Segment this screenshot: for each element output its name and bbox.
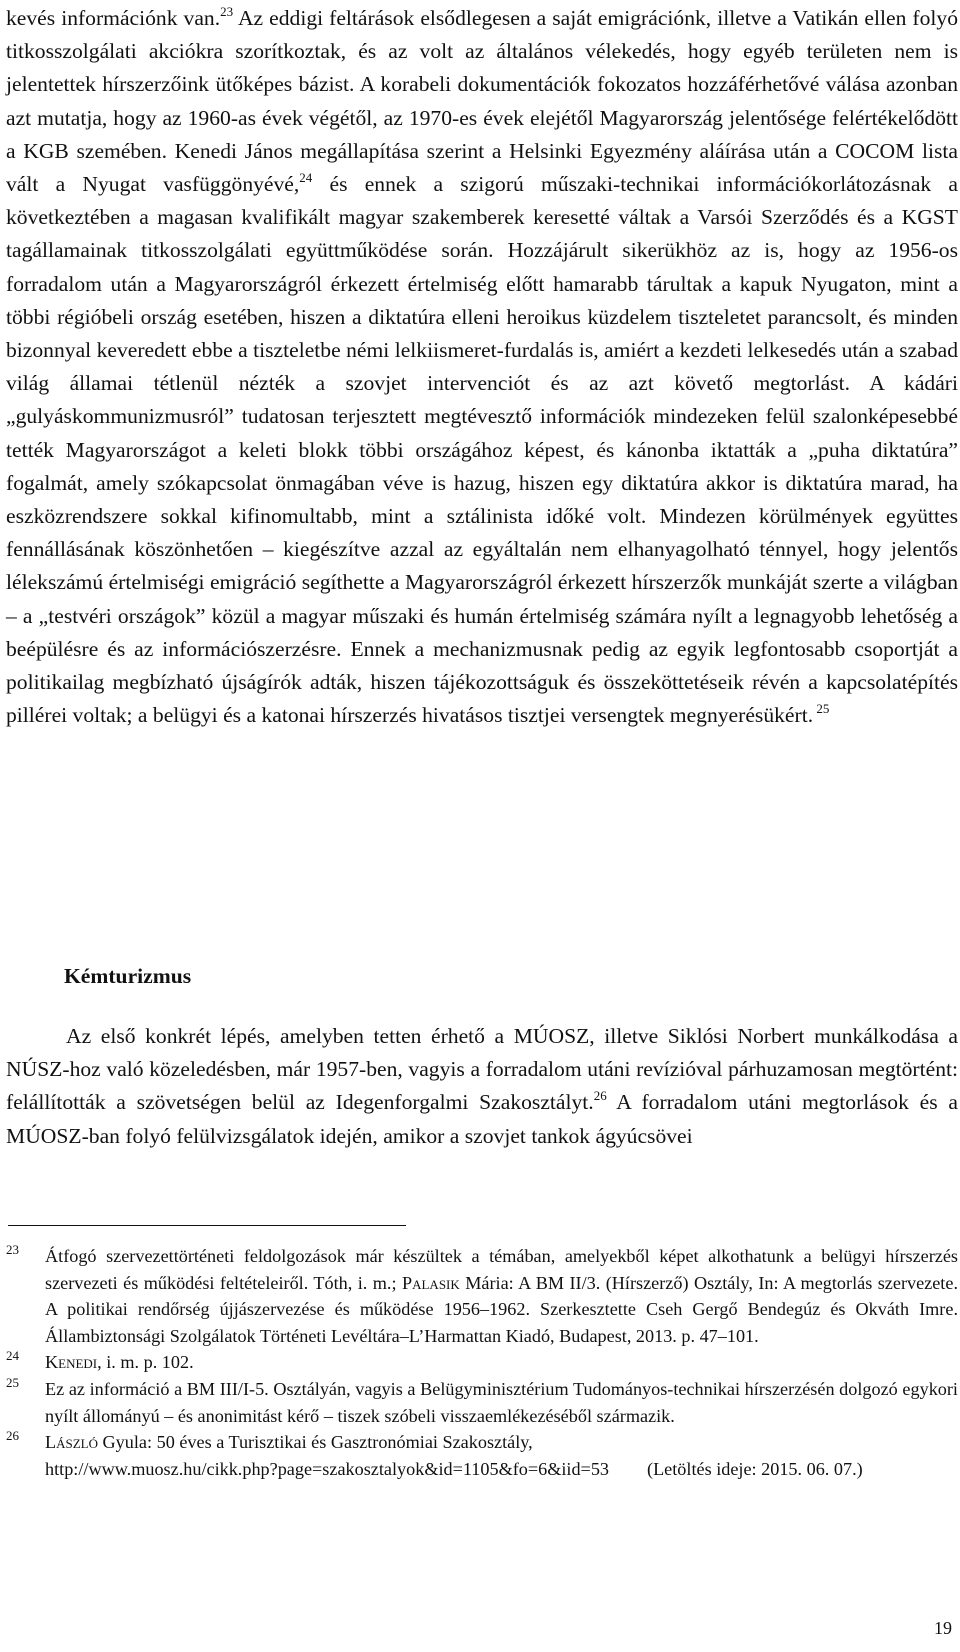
text-run: kevés információnk van. [6,6,221,30]
section-heading: Kémturizmus [64,964,192,988]
source-url[interactable]: http://www.muosz.hu/cikk.php?page=szakosztalyok&id=1105&fo=6&iid=53 [45,1458,610,1479]
access-date: (Letöltés ideje: 2015. 06. 07.) [647,1458,863,1479]
footnote-number: 26 [6,1428,19,1444]
author-name: Kenedi [45,1352,98,1373]
paragraph-2 [6,1020,958,1153]
footnote-number: 25 [6,1374,19,1390]
footnote-ref-24[interactable]: 24 [299,170,313,186]
footnote-text: Mária: A BM II/3. (Hírszerző) Osztály, In: A megtorlás szervezete. A politikai rendőrség újjászervezése és működése 1956–1962. Szerkesztette Cseh Gergő Bendegúz és Okváth Imre. Állambiztonsági Szolgálatok Történeti Levéltára–L’Harmattan Kiadó, Budapest, 2013. p. 47–101. [45,1272,958,1346]
footnote-ref-25[interactable]: 25 [813,701,830,717]
footnote-23 [6,1243,958,1349]
footnote-text: Gyula: 50 éves a Turisztikai és Gasztronómiai Szakosztály, [98,1432,533,1453]
text-run: Az első konkrét lépés, amelyben tetten érhető a MÚOSZ, illetve Siklósi Norbert munkálkodása a NÚSZ-hoz való közeledésben, már 1957-ben, vagyis a forradalom utáni revízióval párhuzamosan megtörtént: felállították a szövetségen belül az Idegenforgalmi Szakosztályt. [6,1024,958,1115]
footnote-separator [8,1225,406,1226]
footnote-ref-26[interactable]: 26 [593,1088,607,1104]
footnote-24 [6,1349,958,1376]
body-paragraph [6,2,958,732]
footnote-number: 23 [6,1242,19,1257]
paragraph-1 [6,2,958,732]
footnotes [6,1243,958,1482]
text-run: és ennek a szigorú műszaki-technikai információkorlátozásnak a következtében a magasan kvalifikált magyar szakemberek keresetté váltak a Varsói Szerződés és a KGST tagállamainak titkosszolgálati együttműködése során. Hozzájárult sikerükhöz az is, hogy az 1956-os forradalom után a Magyarországról érkezett értelmiség előtt hamarabb tárultak a kapuk Nyugaton, mint a többi régióbeli ország esetében, hiszen a diktatúra elleni heroikus küzdelem tiszteletet parancsolt, és minden bizonnyal keveredett ebbe a tiszteletbe némi lelkiismeret-furdalás is, amiért a kezdeti lelkesedés után a szabad világ államai tétlenül nézték a szovjet intervenciót és az azt követő megtorlást. A kádári „gulyáskommunizmusról” tudatosan terjesztett megtévesztő információk mindezeken felül szalonképesebbé tették Magyarországot a keleti blokk többi országához képest, és kánonba iktatták a „puha diktatúra” fogalmát, amely szókapcsolat önmagában véve is hazug, hiszen egy diktatúra akkor is diktatúra marad, ha eszközrendszere sokkal kifinomultabb, mint a sztálinista időké volt. Mindezen körülmények együttes fennállásának köszönhetően – kiegészítve azzal az egyáltalán nem elhanyagolható ténnyel, hogy jelentős lélekszámú értelmiségi emigráció segíthette a Magyarországról érkezett hírszerzők munkáját szerte a világban – a „testvéri országok” közül a magyar műszaki és humán értelmiség számára nyílt a legnagyobb lehetőség a beépülésre és az információszerzésre. Ennek a mechanizmusnak pedig az egyik legfontosabb csoportját a politikailag megbízható újságírók adták, hiszen tájékozottságuk és összeköttetéseik révén a kapcsolatépítés pillérei voltak; a belügyi és a katonai hírszerzés hivatásos tisztjei versengtek megnyerésükért. [6,172,958,728]
text-run: Az eddigi feltárások elsődlegesen a saját emigrációnk, illetve a Vatikán ellen folyó titkosszolgálati akciókra szorítkoztak, és az volt az általános vélekedés, hogy egyéb területen nem is jelentettek hírszerzőink ütőképes bázist. A korabeli dokumentációk fokozatos hozzáférhetővé válása azonban azt mutatja, hogy az 1960-as évek végétől, az 1970-es évek elejétől Magyarország jelentősége felértékelődött a KGB szemében. Kenedi János megállapítása szerint a Helsinki Egyezmény aláírása után a COCOM lista vált a Nyugat vasfüggönyévé, [6,6,958,197]
footnote-26 [6,1429,958,1482]
author-name: László [45,1432,98,1453]
text-run: A forradalom utáni megtorlások és a MÚOSZ-ban folyó felülvizsgálatok idején, amikor a szovjet tankok ágyúcsövei [6,1090,958,1148]
footnote-text: , i. m. p. 102. [97,1352,194,1373]
footnote-ref-23[interactable]: 23 [220,4,234,19]
footnote-number: 24 [6,1348,19,1364]
footnote-text: Ez az információ a BM III/I-5. Osztályán, vagyis a Belügyminisztérium Tudományos-technikai hírszerzésén dolgozó egykori nyílt állományú – és anonimitást kérő – tiszek szóbeli visszaemlékezéséből származik. [45,1378,958,1426]
author-name: Palasik [401,1272,460,1293]
footnote-25 [6,1376,958,1429]
page-number: 19 [934,1618,952,1638]
footnote-text: Átfogó szervezettörténeti feldolgozások már készültek a témában, amelyekből képet alkothatunk a belügyi hírszerzés szervezeti és működési feltételeiről. Tóth, i. m.; [45,1246,958,1293]
